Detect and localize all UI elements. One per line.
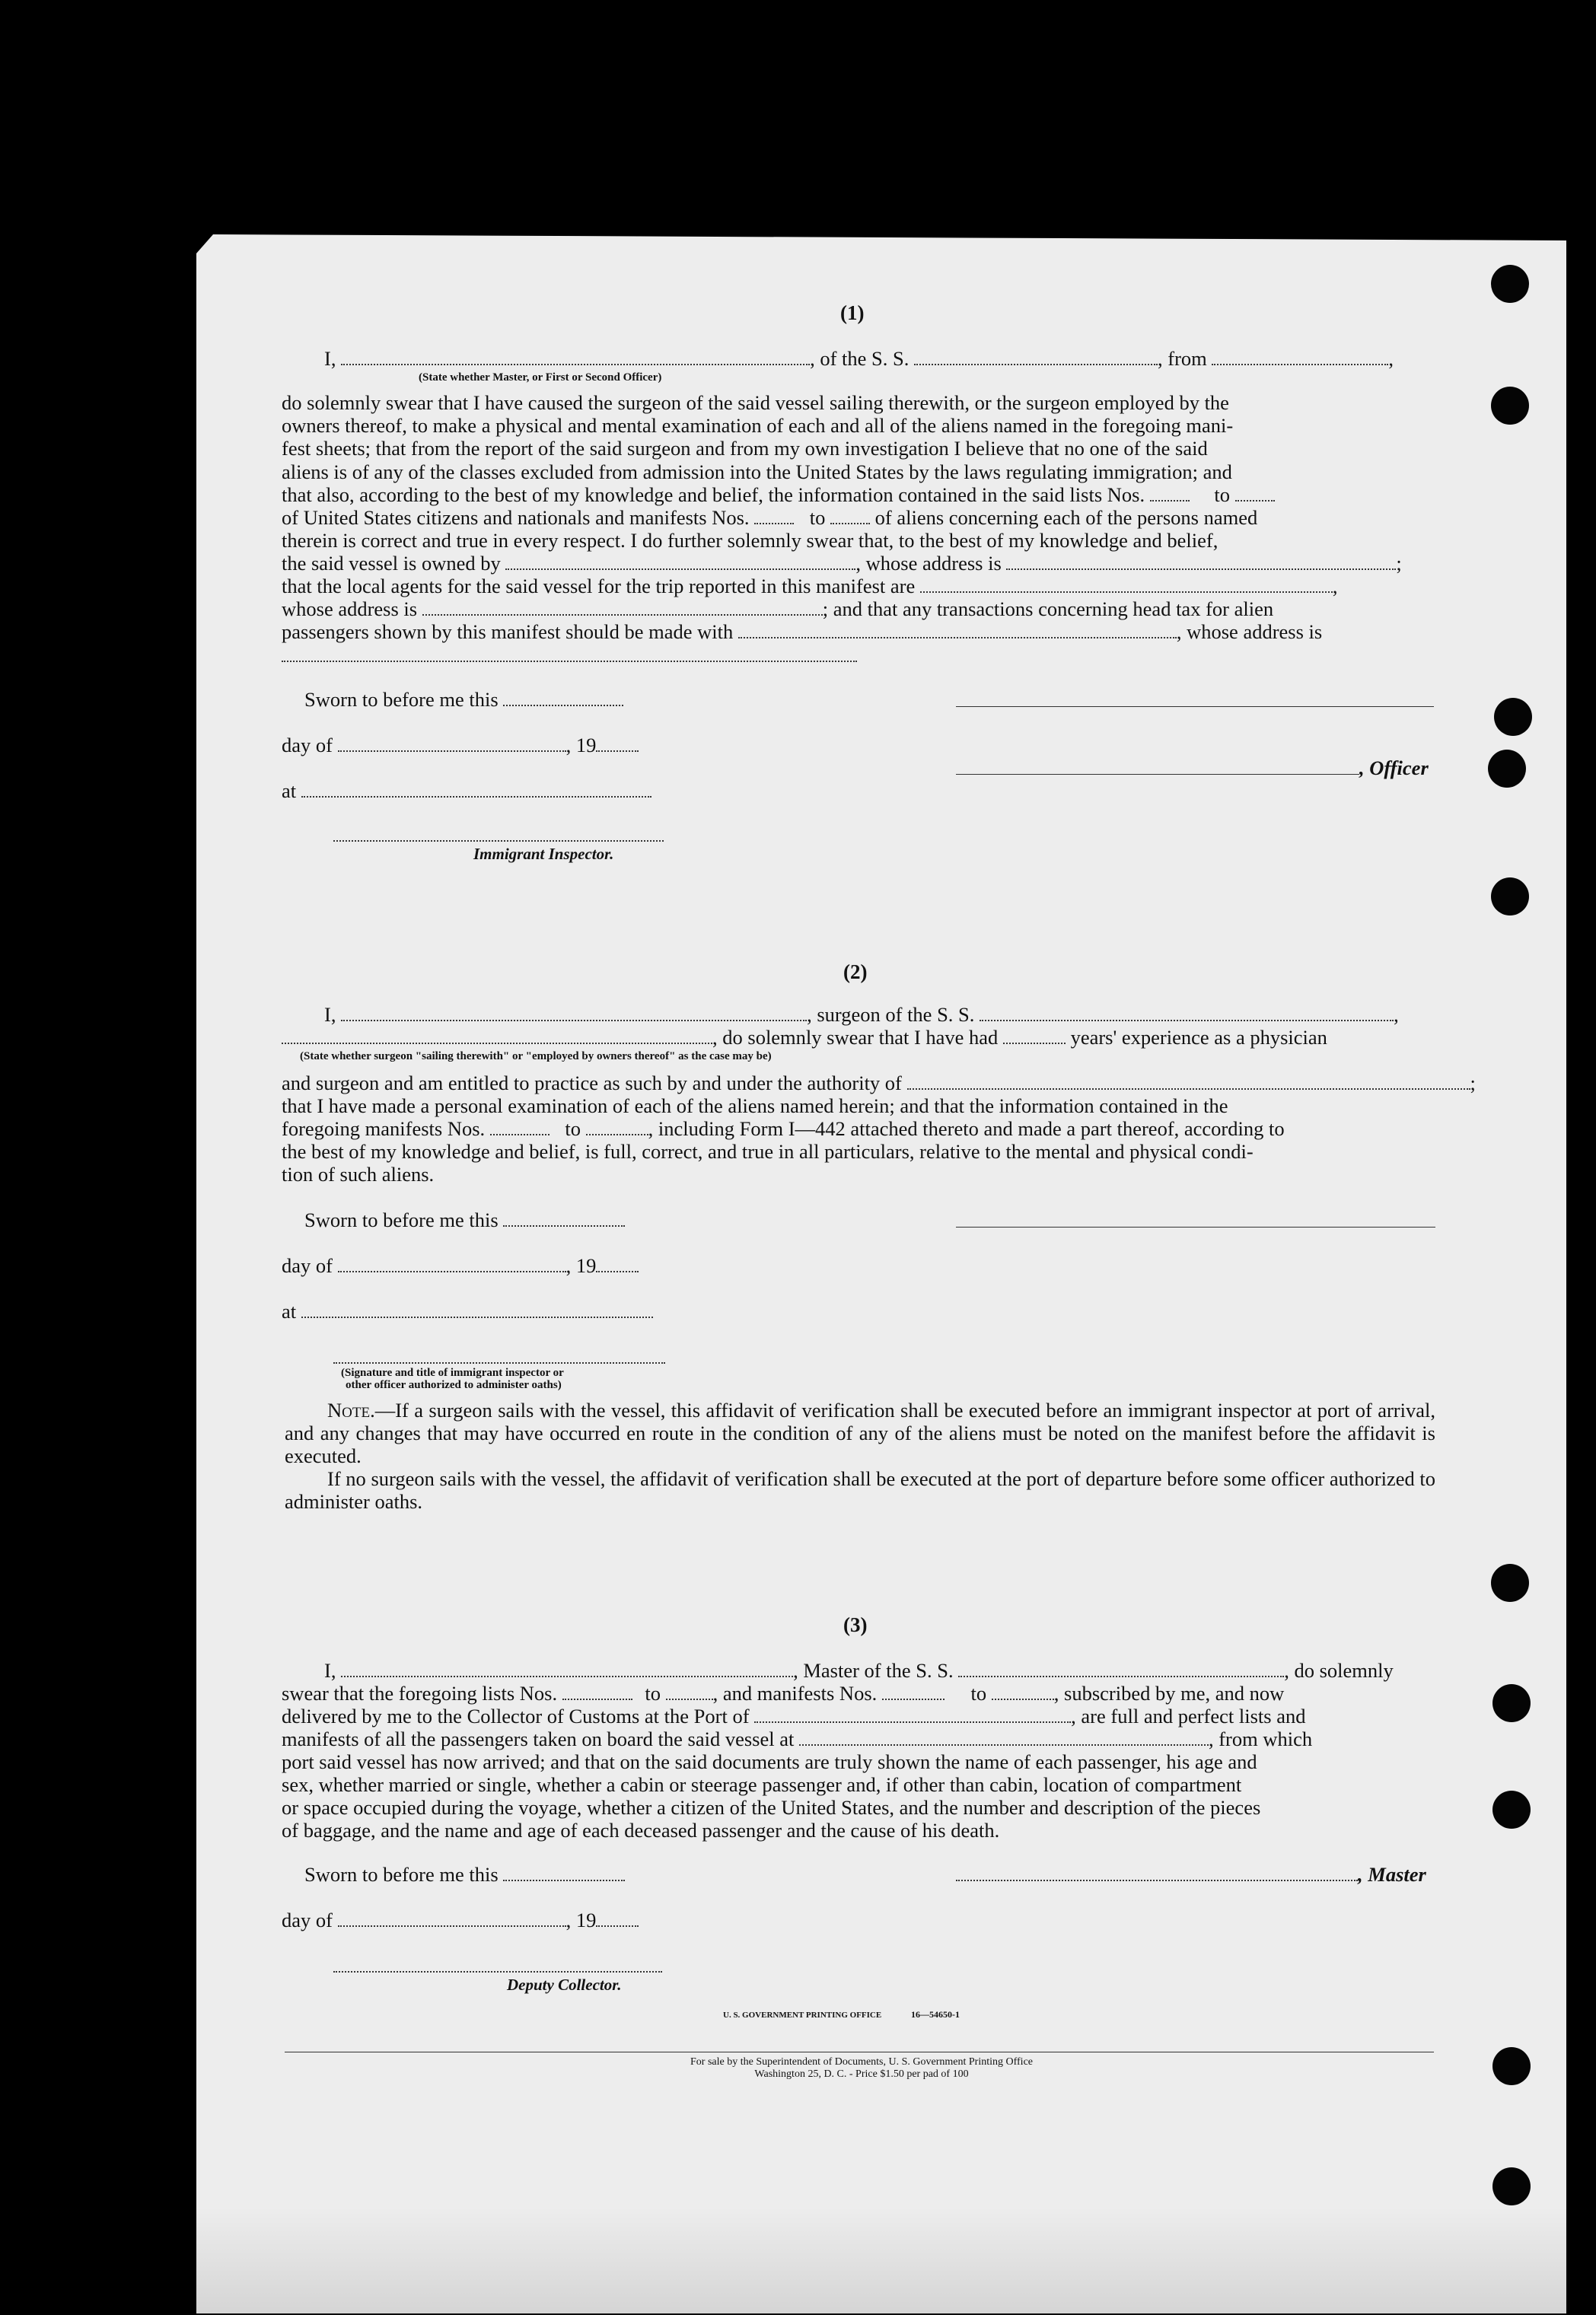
text-i: I, — [324, 1659, 336, 1682]
body-line: therein is correct and true in every respect. I do further solemnly swear that, to the best of my knowledge and belief, — [282, 529, 1219, 552]
authority-line — [282, 1072, 1476, 1095]
text-at: at — [282, 779, 297, 802]
head-tax-address-field[interactable] — [282, 661, 857, 662]
surgeon-signature-line[interactable] — [956, 1227, 1435, 1228]
text-day-of: day of — [282, 1254, 333, 1277]
officer-signature-field[interactable] — [956, 773, 1359, 775]
text-years: years' experience as a physician — [1070, 1026, 1327, 1049]
text-comma: , — [1332, 575, 1338, 597]
vessel-name-field[interactable] — [958, 1675, 1284, 1677]
punch-hole — [1494, 698, 1532, 736]
text-19: , 19 — [565, 1909, 597, 1931]
text-to: to — [645, 1682, 661, 1705]
text-day-of: day of — [282, 1909, 333, 1931]
manifests-from-field[interactable] — [882, 1698, 945, 1700]
years-field[interactable] — [1003, 1042, 1066, 1044]
text-semicolon: ; — [1470, 1072, 1476, 1094]
text-whose-address: , whose address is — [855, 552, 1002, 575]
punch-hole — [1492, 2047, 1531, 2085]
text-i: I, — [324, 347, 336, 370]
text-comma: , — [1388, 347, 1394, 370]
note-text: —If a surgeon sails with the vessel, this affidavit of verification shall be executed before an immigrant inspector at port of arrival, and any changes that may have occurred en route in the condition of any of the aliens must be noted on the manifest before the affidavit is executed. — [285, 1399, 1435, 1467]
text-from-which: , from which — [1208, 1727, 1313, 1750]
text-officer: , Officer — [1359, 756, 1429, 779]
text-of-ss: , of the S. S. — [810, 347, 909, 370]
body-line: or space occupied during the voyage, whether a citizen of the United States, and the number and description of the pieces — [282, 1796, 1261, 1819]
body-line: the best of my knowledge and belief, is full, correct, and true in all particulars, relative to the mental and physical condi- — [282, 1140, 1254, 1163]
officer-name-field[interactable] — [341, 363, 810, 365]
text-master-of-ss: , Master of the S. S. — [793, 1659, 954, 1682]
gpo-text: U. S. GOVERNMENT PRINTING OFFICE — [723, 2011, 882, 2020]
text-form: , including Form I—442 attached thereto and made a part thereof, according to — [648, 1117, 1285, 1140]
text-whose-address: , whose address is — [1176, 620, 1323, 643]
gpo-imprint — [723, 2009, 960, 2020]
lists-from-field[interactable] — [1150, 499, 1190, 502]
body-line: sex, whether married or single, whether a cabin or steerage passenger and, if other than cabin, location of compartment — [282, 1773, 1242, 1796]
section-1-body — [282, 391, 1435, 483]
master-signature-field[interactable] — [956, 1879, 1358, 1881]
section-1-number: (1) — [840, 301, 865, 324]
owner-address-field[interactable] — [1006, 568, 1396, 570]
text-full: , are full and perfect lists and — [1071, 1705, 1306, 1727]
text-to: to — [970, 1682, 987, 1705]
head-tax-party-field[interactable] — [738, 636, 1177, 638]
body-line: that I have made a personal examination of each of the aliens named herein; and that the information contained in the — [282, 1094, 1228, 1117]
punch-hole — [1492, 1791, 1531, 1829]
lists-to-field[interactable] — [666, 1698, 713, 1700]
inspector-signature-line[interactable] — [333, 840, 664, 842]
master-first-line — [324, 1659, 1394, 1683]
manifests-to-field[interactable] — [992, 1698, 1054, 1700]
body-line: of aliens concerning each of the persons named — [874, 506, 1258, 529]
vessel-name-field[interactable] — [980, 1019, 1394, 1021]
signature-caption: other officer authorized to administer oaths) — [346, 1379, 562, 1391]
text-local-agents: that the local agents for the said vessel for the trip reported in this manifest are — [282, 575, 916, 597]
text-swear: swear that the foregoing lists Nos. — [282, 1682, 558, 1705]
inspector-caption: Immigrant Inspector. — [473, 845, 614, 863]
signature-caption: (Signature and title of immigrant inspector or — [341, 1367, 564, 1379]
punch-hole — [1492, 2167, 1531, 2205]
manifests-from-field[interactable] — [754, 522, 794, 524]
day-of-field[interactable] — [338, 1270, 566, 1272]
text-subscribed: , subscribed by me, and now — [1053, 1682, 1285, 1705]
foregoing-line — [282, 1117, 1285, 1141]
text-manifests-all: manifests of all the passengers taken on board the said vessel at — [282, 1727, 795, 1750]
at-line — [282, 779, 651, 803]
year-field[interactable] — [596, 1270, 639, 1272]
local-agents-field[interactable] — [920, 591, 1333, 593]
text-semicolon: ; — [1396, 552, 1402, 575]
punch-hole — [1491, 387, 1529, 425]
surgeon-type-field[interactable] — [282, 1042, 712, 1044]
deputy-caption: Deputy Collector. — [507, 1976, 622, 1994]
text-to: to — [809, 506, 826, 529]
day-of-line — [282, 1254, 639, 1278]
text-from: , from — [1158, 347, 1207, 370]
punch-hole — [1491, 265, 1529, 303]
day-of-field[interactable] — [338, 750, 566, 752]
text-owned-by: the said vessel is owned by — [282, 552, 501, 575]
body-line: of baggage, and the name and age of each deceased passenger and the cause of his death. — [282, 1819, 1000, 1842]
at-place-field[interactable] — [301, 1316, 653, 1318]
text-delivered: delivered by me to the Collector of Customs at the Port of — [282, 1705, 750, 1727]
text-foregoing: foregoing manifests Nos. — [282, 1117, 486, 1140]
delivered-line — [282, 1705, 1305, 1728]
text-19: , 19 — [565, 734, 597, 756]
day-of-line — [282, 1909, 639, 1932]
year-field[interactable] — [596, 1925, 639, 1927]
text-surgeon-of-ss: , surgeon of the S. S. — [807, 1003, 975, 1026]
text-sworn: Sworn to before me this — [304, 1208, 499, 1231]
surgeon-first-line — [324, 1003, 1399, 1027]
sworn-line — [304, 1208, 625, 1232]
manifests-all-line — [282, 1727, 1312, 1751]
manifests-to-field[interactable] — [586, 1133, 648, 1135]
lists-from-field[interactable] — [562, 1698, 632, 1700]
day-of-field[interactable] — [338, 1925, 566, 1927]
lists-line — [282, 1682, 1284, 1705]
punch-hole — [1491, 1564, 1529, 1602]
note-text: If no surgeon sails with the vessel, the affidavit of verification shall be executed at the port of departure before some officer authorized to administer oaths. — [285, 1467, 1435, 1513]
body-line: that also, according to the best of my knowledge and belief, the information contained in the said lists Nos. — [282, 483, 1145, 506]
manifests-to-field[interactable] — [830, 522, 870, 524]
inspector-signature-line[interactable] — [333, 1362, 665, 1364]
manifests-nos-line — [282, 506, 1257, 530]
surgeon-name-field[interactable] — [341, 1019, 807, 1021]
sworn-date-field[interactable] — [503, 1879, 625, 1881]
text-head-tax: ; and that any transactions concerning head tax for alien — [822, 597, 1274, 620]
surgeon-caption: (State whether surgeon "sailing therewith" or "employed by owners thereof" as the case may be) — [300, 1050, 772, 1062]
text-i: I, — [324, 1003, 336, 1026]
text-and-manifests: , and manifests Nos. — [712, 1682, 878, 1705]
text-sworn: Sworn to before me this — [304, 1863, 499, 1886]
master-signature-line — [956, 1863, 1426, 1887]
sworn-date-field[interactable] — [503, 1224, 625, 1227]
text-comma: , — [1394, 1003, 1399, 1026]
body-line: fest sheets; that from the report of the said surgeon and from my own investigation I believe that no one of the said — [282, 437, 1208, 460]
text-to: to — [565, 1117, 581, 1140]
officer-signature-line — [956, 756, 1429, 780]
text-sworn: Sworn to before me this — [304, 688, 499, 711]
text-do-solemnly: , do solemnly — [1284, 1659, 1394, 1682]
text-authority: and surgeon and am entitled to practice as such by and under the authority of — [282, 1072, 902, 1094]
local-agents-line — [282, 575, 1338, 598]
body-line: do solemnly swear that I have caused the surgeon of the said vessel sailing therewith, or the surgeon employed by the — [282, 391, 1229, 414]
owner-field[interactable] — [505, 568, 855, 570]
lists-to-field[interactable] — [1235, 499, 1275, 502]
owned-by-line — [282, 552, 1402, 575]
master-name-field[interactable] — [341, 1675, 793, 1677]
text-whose-address: whose address is — [282, 597, 418, 620]
sworn-date-field[interactable] — [503, 704, 623, 706]
note-block — [285, 1399, 1435, 1513]
body-line: of United States citizens and nationals and manifests Nos. — [282, 506, 750, 529]
body-line: tion of such aliens. — [282, 1163, 435, 1186]
agent-address-field[interactable] — [422, 613, 823, 616]
from-port-field[interactable] — [1212, 363, 1388, 365]
vessel-name-field[interactable] — [914, 363, 1158, 365]
body-line: port said vessel has now arrived; and that on the said documents are truly shown the name of each passenger, his age and — [282, 1750, 1257, 1773]
text-master: , Master — [1358, 1863, 1426, 1886]
section-1-first-line — [324, 347, 1394, 371]
sworn-line — [304, 1863, 625, 1887]
port-field[interactable] — [754, 1721, 1071, 1723]
manifests-from-field[interactable] — [490, 1133, 550, 1135]
section-3-number: (3) — [843, 1613, 868, 1636]
punch-hole — [1492, 1684, 1531, 1722]
lists-nos-line — [282, 483, 1275, 507]
sale-notice: For sale by the Superintendent of Documents, U. S. Government Printing Office — [690, 2056, 1033, 2068]
sale-notice: Washington 25, D. C. - Price $1.50 per pad of 100 — [754, 2068, 969, 2080]
text-passengers: passengers shown by this manifest should be made with — [282, 620, 734, 643]
signature-line[interactable] — [956, 706, 1434, 707]
punch-hole — [1488, 750, 1526, 788]
section-2-number: (2) — [843, 960, 868, 983]
text-19: , 19 — [565, 1254, 597, 1277]
form-code: 16—54650-1 — [910, 2009, 960, 2020]
text-to: to — [1214, 483, 1230, 506]
year-field[interactable] — [596, 750, 639, 752]
text-swear: , do solemnly swear that I have had — [712, 1026, 999, 1049]
at-place-field[interactable] — [301, 795, 651, 798]
officer-caption: (State whether Master, or First or Second Officer) — [419, 371, 662, 384]
body-line: aliens is of any of the classes excluded from admission into the United States by the laws regulating immigration; and — [282, 460, 1232, 483]
note-label: Note. — [327, 1399, 375, 1422]
sworn-line — [304, 688, 623, 712]
years-line — [282, 1026, 1327, 1049]
at-line — [282, 1300, 653, 1323]
agent-address-line — [282, 597, 1273, 621]
day-of-line — [282, 734, 639, 757]
text-at: at — [282, 1300, 297, 1323]
embark-port-field[interactable] — [799, 1743, 1209, 1746]
text-day-of: day of — [282, 734, 333, 756]
punch-hole — [1491, 877, 1529, 915]
authority-field[interactable] — [907, 1087, 1470, 1090]
body-line: owners thereof, to make a physical and mental examination of each and all of the aliens named in the foregoing mani- — [282, 414, 1234, 438]
passengers-line — [282, 620, 1322, 644]
collector-signature-line[interactable] — [333, 1971, 662, 1973]
